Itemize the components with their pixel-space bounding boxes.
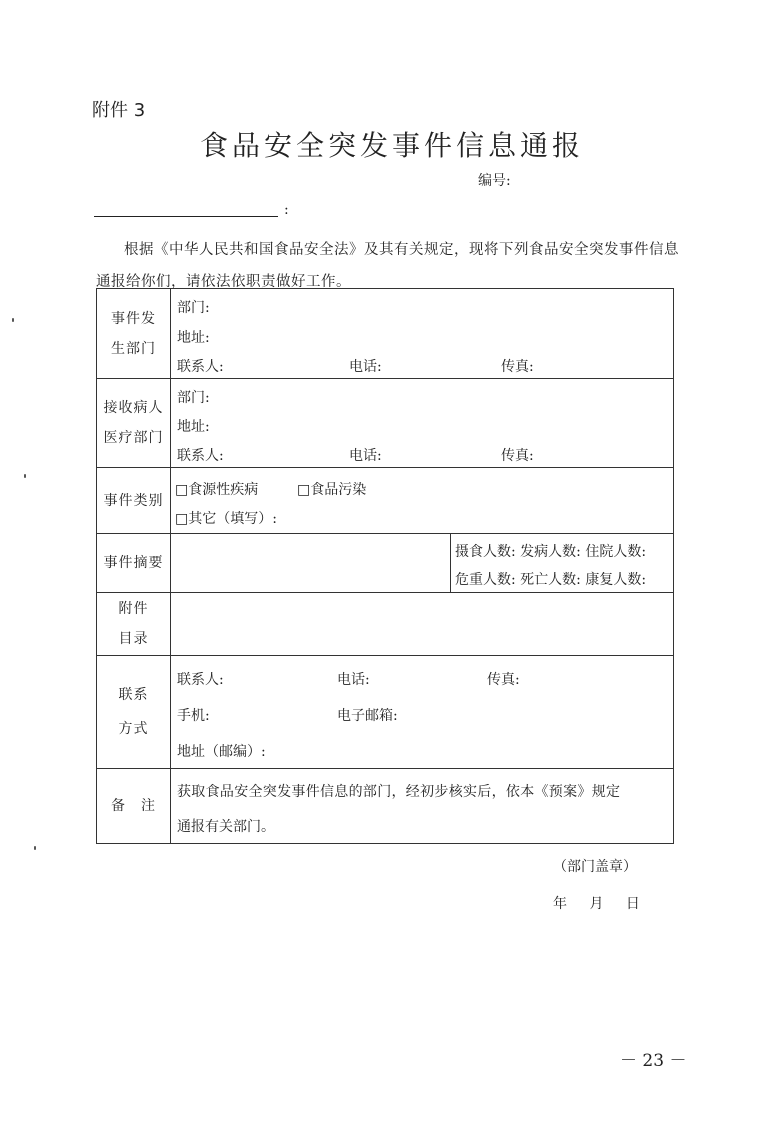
contact-info-fields[interactable] xyxy=(171,656,674,769)
page-title: 食品安全突发事件信息通报 xyxy=(199,129,584,162)
event-unit-label xyxy=(97,289,171,379)
event-unit-fields[interactable] xyxy=(171,289,674,379)
category-fields xyxy=(171,468,674,534)
hospital-dept-field[interactable]: 部门: xyxy=(177,390,210,406)
event-unit-label-line2: 生部门 xyxy=(111,340,156,357)
recipient-blank-line[interactable] xyxy=(94,216,278,217)
contact-phone-field[interactable]: 电话: xyxy=(337,672,370,688)
event-address-field[interactable]: 地址: xyxy=(177,330,210,346)
contact-info-label-line1: 联系 xyxy=(118,687,149,703)
contact-person-field[interactable]: 联系人: xyxy=(177,672,224,688)
remarks-line2: 通报有关部门。 xyxy=(177,819,275,835)
row-category xyxy=(97,468,674,534)
summary-stats-line2[interactable]: 危重人数: 死亡人数: 康复人数: xyxy=(455,572,647,588)
summary-fields[interactable] xyxy=(171,534,674,593)
row-hospital xyxy=(97,379,674,468)
attachments-field[interactable] xyxy=(171,593,674,656)
hospital-label-line1: 接收病人 xyxy=(103,400,164,416)
hospital-fields[interactable] xyxy=(171,379,674,468)
attachments-label xyxy=(97,593,171,656)
event-unit-label-line1: 事件发 xyxy=(111,310,156,327)
event-contact-field[interactable]: 联系人: xyxy=(177,359,224,375)
hospital-address-field[interactable]: 地址: xyxy=(177,419,210,435)
summary-label: 事件摘要 xyxy=(97,534,171,593)
category-label: 事件类别 xyxy=(97,468,171,534)
row-contact-info xyxy=(97,656,674,769)
contact-mobile-field[interactable]: 手机: xyxy=(177,708,210,724)
summary-stats-line1[interactable]: 摄食人数: 发病人数: 住院人数: xyxy=(455,544,647,560)
department-stamp-label: （部门盖章） xyxy=(553,859,637,875)
remarks-label: 备 注 xyxy=(97,769,171,844)
event-phone-field[interactable]: 电话: xyxy=(349,359,382,375)
hospital-contact-field[interactable]: 联系人: xyxy=(177,448,224,464)
contact-info-label xyxy=(97,656,171,769)
contact-fax-field[interactable]: 传真: xyxy=(487,672,520,688)
event-dept-field[interactable]: 部门: xyxy=(177,300,210,316)
row-summary xyxy=(97,534,674,593)
hospital-label-line2: 医疗部门 xyxy=(103,430,164,446)
serial-number-label: 编号: xyxy=(478,173,511,189)
row-remarks xyxy=(97,769,674,844)
scan-speck xyxy=(34,846,36,850)
hospital-fax-field[interactable]: 传真: xyxy=(501,448,534,464)
remarks-line1: 获取食品安全突发事件信息的部门，经初步核实后，依本《预案》规定 xyxy=(177,784,621,800)
scan-speck xyxy=(12,318,14,322)
checkbox-other[interactable]: □其它（填写）: xyxy=(175,511,277,527)
event-fax-field[interactable]: 传真: xyxy=(501,359,534,375)
attachments-label-line2: 目录 xyxy=(118,631,149,647)
attachment-label: 附件 3 xyxy=(92,100,146,121)
summary-divider xyxy=(450,534,451,592)
row-event-unit xyxy=(97,289,674,379)
hospital-phone-field[interactable]: 电话: xyxy=(349,448,382,464)
remarks-text xyxy=(171,769,674,844)
checkbox-food-contamination[interactable]: □食品污染 xyxy=(297,482,367,498)
date-label: 年 月 日 xyxy=(553,896,640,912)
hospital-label xyxy=(97,379,171,468)
intro-paragraph: 根据《中华人民共和国食品安全法》及其有关规定，现将下列食品安全突发事件信息通报给你们，请依法依职责做好工作。 xyxy=(96,242,679,290)
checkbox-foodborne-disease[interactable]: □食源性疾病 xyxy=(175,482,259,498)
contact-email-field[interactable]: 电子邮箱: xyxy=(337,708,398,724)
contact-info-label-line2: 方式 xyxy=(118,721,149,737)
contact-address-field[interactable]: 地址（邮编）: xyxy=(177,744,266,760)
recipient-colon: : xyxy=(284,202,289,218)
attachments-label-line1: 附件 xyxy=(118,601,149,617)
page-number: － 23 － xyxy=(620,1051,687,1071)
scan-speck xyxy=(24,474,26,478)
row-attachments xyxy=(97,593,674,656)
report-form-table xyxy=(96,288,674,844)
